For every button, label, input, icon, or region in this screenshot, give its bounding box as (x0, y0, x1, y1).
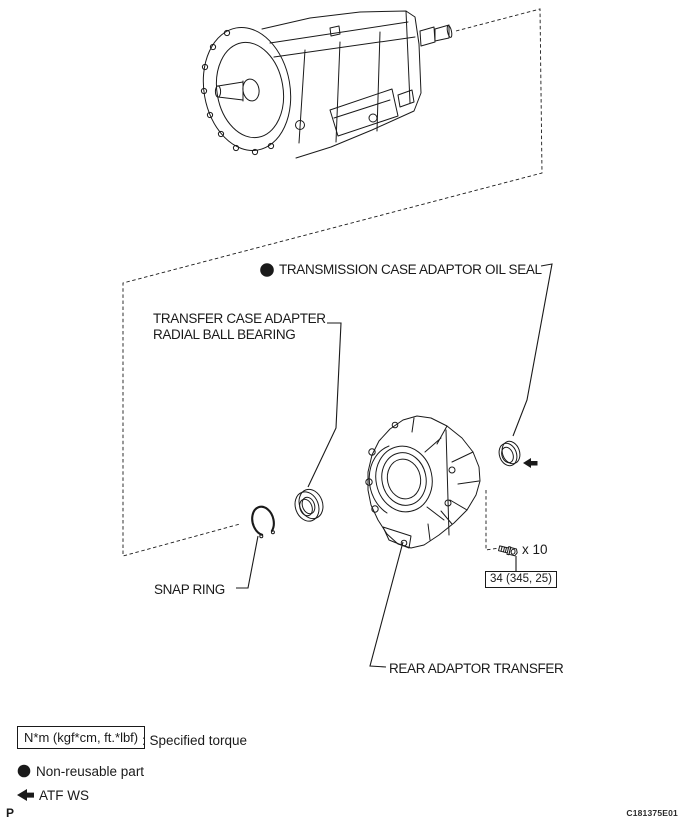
legend-torque-label: : Specified torque (142, 733, 248, 748)
bearing-label-line2: RADIAL BALL BEARING (153, 327, 296, 342)
bolt-icon (498, 544, 518, 556)
rear-adaptor-housing-art (366, 416, 480, 548)
legend-atf-arrow-icon (17, 789, 34, 801)
atf-apply-arrow-icon (523, 458, 538, 468)
non-reusable-bullet-icon (260, 263, 274, 277)
oil-seal-art (496, 439, 523, 468)
legend-atf-label: ATF WS (39, 788, 89, 803)
bearing-label (153, 311, 326, 343)
page-marker: P (6, 806, 15, 820)
oil-seal-label: TRANSMISSION CASE ADAPTOR OIL SEAL (279, 262, 542, 277)
transmission-assembly-art (194, 11, 453, 158)
rear-adaptor-label: REAR ADAPTOR TRANSFER (389, 661, 564, 676)
figure-code: C181375E01 (626, 808, 678, 818)
torque-value-box: 34 (345, 25) (485, 571, 557, 588)
ball-bearing-art (291, 486, 327, 525)
oil-seal-leader-line (513, 264, 552, 436)
bearing-label-line1: TRANSFER CASE ADAPTER (153, 311, 326, 326)
bearing-leader-line (308, 323, 341, 487)
snap-ring-label: SNAP RING (154, 582, 225, 597)
legend-non-reusable-bullet-icon (18, 765, 31, 778)
legend-non-reusable-label: Non-reusable part (36, 764, 145, 779)
rear-adaptor-leader-line (370, 542, 403, 667)
bolt-count-label: x 10 (522, 542, 548, 557)
bolt-position-dashed-line (486, 490, 499, 550)
snap-ring-art (252, 507, 274, 538)
snap-ring-leader-line (236, 536, 258, 588)
legend-torque-symbol-box: N*m (kgf*cm, ft.*lbf) (17, 726, 145, 749)
